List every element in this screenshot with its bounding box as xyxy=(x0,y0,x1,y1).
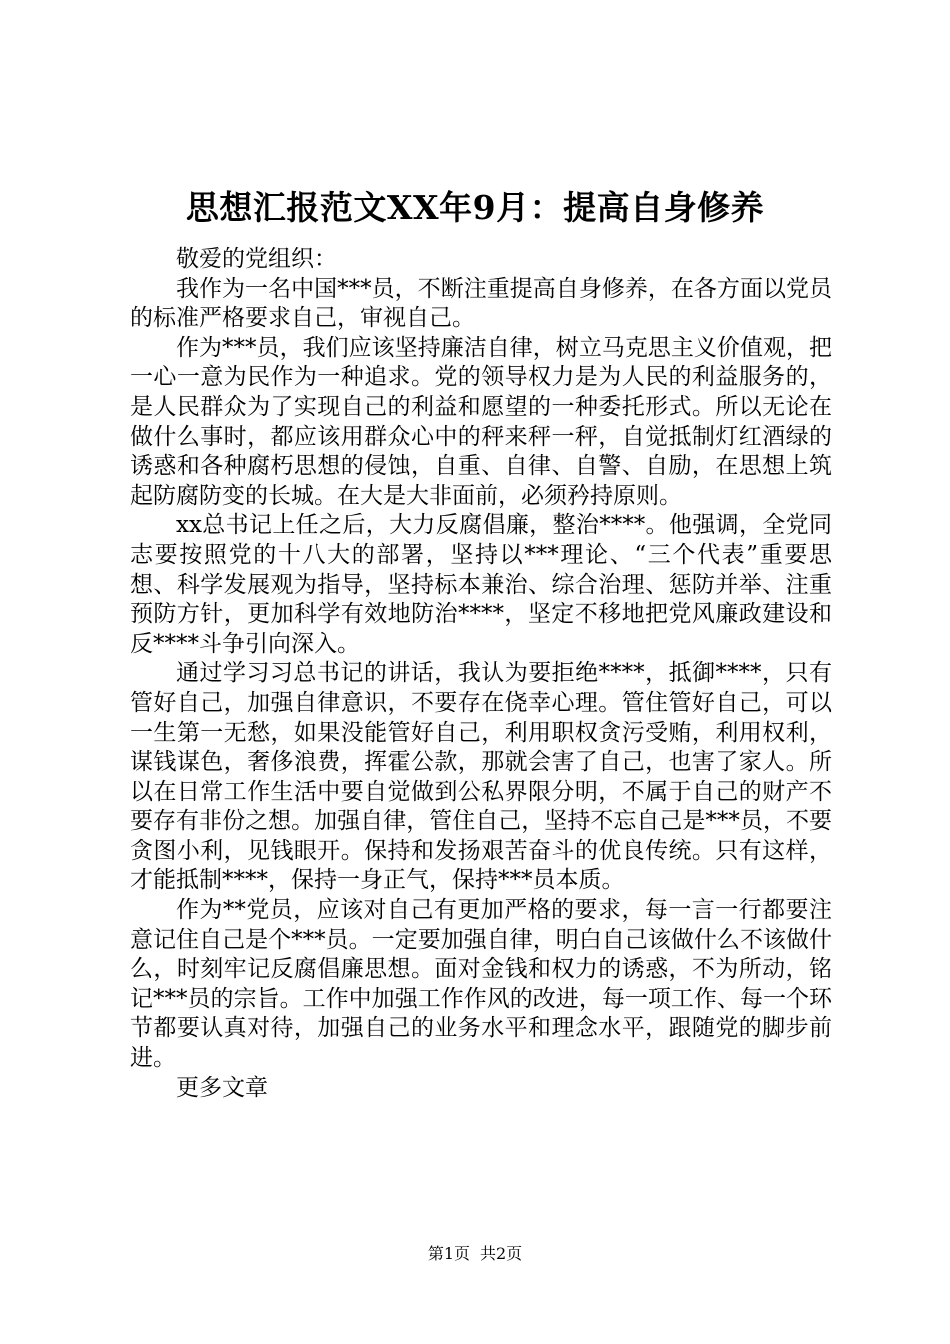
document-body xyxy=(130,245,832,1103)
page-number-total: 共2页 xyxy=(480,1244,523,1263)
page-footer xyxy=(0,1243,950,1265)
paragraph-1: 我作为一名中国***员，不断注重提高自身修养，在各方面以党员的标准严格要求自己，审视自己。 xyxy=(130,275,832,332)
paragraph-4: 通过学习习总书记的讲话，我认为要拒绝****，抵御****，只有管好自己，加强自律意识，不要存在侥幸心理。管住管好自己，可以一生第一无愁，如果没能管好自己，利用职权贪污受贿，利用权利，谋钱谋色，奢侈浪费，挥霍公款，那就会害了自己，也害了家人。所以在日常工作生活中要自觉做到公私界限分明，不属于自己的财产不要存有非份之想。加强自律，管住自己，坚持不忘自己是***员，不要贪图小利，见钱眼开。保持和发扬艰苦奋斗的优良传统。只有这样，才能抵制****，保持一身正气，保持***员本质。 xyxy=(130,660,832,894)
page-number-current: 第1页 xyxy=(427,1244,470,1263)
document-title: 思想汇报范文XX年9月：提高自身修养 xyxy=(185,188,765,227)
paragraph-3: xx总书记上任之后，大力反腐倡廉，整治****。他强调，全党同志要按照党的十八大的部署，坚持以***理论、“三个代表”重要思想、科学发展观为指导，坚持标本兼治、综合治理、惩防并举、注重预防方针，更加科学有效地防治****，坚定不移地把党风廉政建设和反****斗争引向深入。 xyxy=(130,512,832,657)
salutation: 敬爱的党组织： xyxy=(176,246,337,272)
more-articles-link[interactable]: 更多文章 xyxy=(176,1074,268,1101)
paragraph-2: 作为***员，我们应该坚持廉洁自律，树立马克思主义价值观，把一心一意为民作为一种追求。党的领导权力是为人民的利益服务的，是人民群众为了实现自己的利益和愿望的一种委托形式。所以无论在做什么事时，都应该用群众心中的秤来秤一秤，自觉抵制灯红酒绿的诱惑和各种腐朽思想的侵蚀，自重、自律、自警、自励，在思想上筑起防腐防变的长城。在大是大非面前，必须矜持原则。 xyxy=(130,334,832,509)
paragraph-5: 作为**党员，应该对自己有更加严格的要求，每一言一行都要注意记住自己是个***员。一定要加强自律，明白自己该做什么不该做什么，时刻牢记反腐倡廉思想。面对金钱和权力的诱惑，不为所动，铭记***员的宗旨。工作中加强工作作风的改进，每一项工作、每一个环节都要认真对待，加强自己的业务水平和理念水平，跟随党的脚步前进。 xyxy=(130,897,832,1072)
